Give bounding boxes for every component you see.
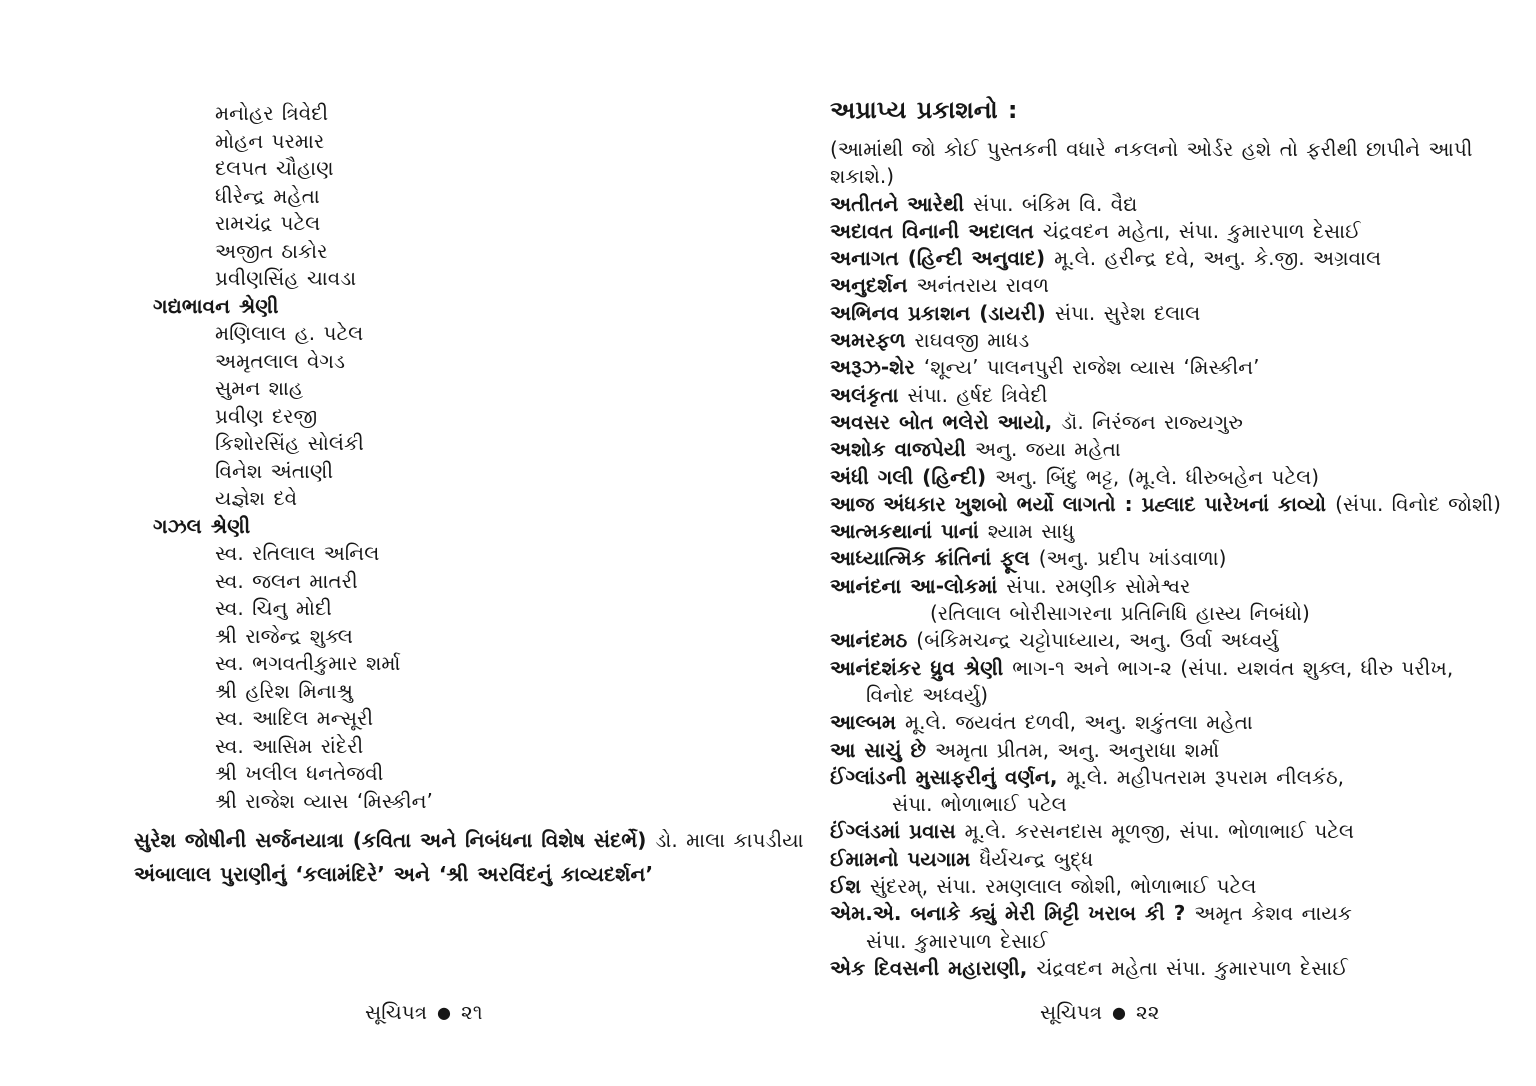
book-entry-detail: સંપા. હર્ષદ ત્રિવેદી — [907, 382, 1048, 407]
book-entry-detail: મૂ.લે. કરસનદાસ મૂળજી, સંપા. ભોળાભાઈ પટેલ — [964, 819, 1355, 844]
book-entry-detail: ચંદ્રવદન મહેતા સંપા. કુમારપાળ દેસાઈ — [1036, 955, 1348, 980]
book-entry-detail: (બંકિમચન્દ્ર ચટ્ટોપાધ્યાય, અનુ. ઉર્વા અધ્વર્યુ — [916, 628, 1279, 653]
book-entries — [830, 191, 1501, 983]
page-22 — [830, 94, 1501, 982]
book-title: એમ.એ. બનાકે ક્યું મેરી મિટ્ટી ખરાબ કી ? — [830, 901, 1186, 926]
book-title: અદાવત વિનાની અદાલત — [830, 218, 1034, 243]
author-name: વિનેશ અંતાણી — [215, 458, 334, 483]
footer-page-number: ૨૨ — [1135, 1000, 1160, 1024]
book-entry — [830, 518, 1400, 545]
book-entry — [830, 928, 1400, 955]
author-name: યજ્ઞેશ દવે — [215, 486, 298, 510]
book-entry-detail: શ્યામ સાધુ — [987, 519, 1075, 544]
availability-note — [830, 136, 1473, 191]
author-name: રામચંદ્ર પટેલ — [215, 211, 321, 235]
book-entry-detail: (અનુ. પ્રદીપ ખાંડવાળા) — [1038, 546, 1227, 571]
book-title: આજ અંધકાર ખુશબો ભર્યો લાગતો : પ્રહ્લાદ પારેખનાં કાવ્યો — [830, 491, 1327, 516]
author-name: સ્વ. આસિમ રાંદેરી — [215, 733, 364, 758]
book-title: અમરફળ — [830, 328, 906, 353]
author-name: સ્વ. રતિલાલ અનિલ — [215, 541, 380, 565]
book-entry-detail: ‘શૂન્ય’ પાલનપુરી રાજેશ વ્યાસ ‘મિસ્કીન’ — [923, 355, 1260, 380]
book-title: આત્મકથાનાં પાનાં — [830, 519, 979, 544]
book-entry-detail: મૂ.લે. જયવંત દળવી, અનુ. શકુંતલા મહેતા — [905, 710, 1253, 735]
book-title: આધ્યાત્મિક ક્રાંતિનાં ફૂલ — [830, 546, 1030, 571]
book-title: અશોક વાજપેયી — [830, 437, 966, 462]
book-entry-detail: સંપા. બંકિમ વિ. વૈદ્ય — [973, 191, 1138, 216]
book-entry — [830, 955, 1400, 982]
book-entry — [830, 191, 1400, 218]
author-name: સ્વ. જલન માતરી — [215, 568, 358, 593]
page-22-footer — [1040, 1000, 1159, 1024]
footer-label: સૂચિપત્ર — [1040, 1000, 1102, 1024]
book-entry-detail: સંપા. સુરેશ દલાલ — [1054, 300, 1201, 325]
note-line: (આમાંથી જો કોઈ પુસ્તકની વધારે નકલનો ઓર્ડર હશે તો ફરીથી છાપીને આપી — [830, 137, 1473, 161]
entry-title: સુરેશ જોષીની સર્જનયાત્રા (કવિતા અને નિબંધના વિશેષ સંદર્ભે) — [134, 828, 647, 852]
book-entry-detail: (સંપા. વિનોદ જોશી) — [1335, 491, 1501, 516]
left-page-bottom-lines — [134, 823, 804, 891]
book-entry — [830, 464, 1400, 491]
book-entry — [830, 573, 1400, 600]
left-page-lines — [134, 100, 779, 815]
author-name: અમૃતલાલ વેગડ — [215, 348, 346, 373]
book-entry — [830, 382, 1400, 409]
author-name: સ્વ. ચિનુ મોદી — [215, 596, 332, 620]
index-entry — [134, 823, 804, 857]
footer-page-number: ૨૧ — [460, 1000, 483, 1024]
book-entry — [830, 354, 1400, 381]
book-title: એક દિવસની મહારાણી, — [830, 955, 1028, 980]
book-title: અનુદર્શન — [830, 273, 908, 298]
book-entry — [830, 545, 1400, 572]
book-entry-detail: ડૉ. નિરંજન રાજ્યગુરુ — [1061, 409, 1243, 434]
book-title: અંધી ગલી (હિન્દી) — [830, 464, 987, 489]
index-entry — [134, 857, 779, 891]
book-entry — [830, 300, 1400, 327]
book-entry — [830, 436, 1400, 463]
author-name: શ્રી હરિશ મિનાશ્રુ — [215, 678, 353, 703]
book-entry — [830, 409, 1400, 436]
book-title: ઈમામનો પયગામ — [830, 846, 971, 871]
section-header: ગદ્યભાવન શ્રેણી — [153, 293, 279, 318]
section-header: ગઝલ શ્રેણી — [153, 513, 251, 538]
page-21-footer — [365, 1000, 483, 1024]
book-entry-detail: સુંદરમ્, સંપા. રમણલાલ જોશી, ભોળાભાઈ પટેલ — [869, 874, 1257, 899]
author-name: મોહન પરમાર — [215, 128, 325, 153]
book-entry — [830, 327, 1400, 354]
page-21 — [134, 100, 804, 891]
book-entry — [830, 709, 1400, 736]
book-entry — [830, 846, 1400, 873]
author-name: મનોહર ત્રિવેદી — [215, 101, 329, 125]
author-name: ધીરેન્દ્ર મહેતા — [215, 183, 320, 208]
author-name: અજીત ઠાકોર — [215, 238, 328, 263]
book-entry — [830, 245, 1400, 272]
author-name: સુમન શાહ — [215, 376, 304, 400]
book-entry-detail: મૂ.લે. હરીન્દ્ર દવે, અનુ. કે.જી. અગ્રવાલ — [1054, 246, 1382, 271]
book-entry-detail: સંપા. કુમારપાળ દેસાઈ — [866, 928, 1048, 953]
book-title: આનંદશંકર ધ્રુવ શ્રેણી — [830, 655, 1004, 680]
book-entry — [830, 791, 1400, 818]
book-entry-detail: સંપા. ભોળાભાઈ પટેલ — [892, 792, 1067, 817]
page-title: અપ્રાપ્ય પ્રકાશનો : — [830, 96, 1018, 124]
book-title: અભિનવ પ્રકાશન (ડાયરી) — [830, 300, 1046, 325]
entry-author: ડો. માલા કાપડીયા — [655, 828, 804, 852]
book-title: આનંદમઠ — [830, 628, 908, 653]
book-entry — [830, 272, 1400, 299]
author-name: શ્રી રાજેન્દ્ર શુક્લ — [215, 623, 353, 648]
author-name: મણિલાલ હ. પટેલ — [215, 321, 364, 345]
book-entry-detail: સંપા. રમણીક સોમેશ્વર — [1006, 573, 1191, 598]
book-entry — [830, 873, 1400, 900]
book-entry-detail: અનંતરાય રાવળ — [916, 273, 1050, 298]
book-entry — [830, 491, 1501, 518]
book-entry-detail: મૂ.લે. મહીપતરામ રૂપરામ નીલકંઠ, — [1066, 764, 1344, 789]
author-name: શ્રી રાજેશ વ્યાસ ‘મિસ્કીન’ — [215, 788, 433, 813]
book-entry-detail: ભાગ-૧ અને ભાગ-૨ (સંપા. યશવંત શુક્લ, ધીરુ પરીખ, — [1012, 655, 1454, 680]
book-title: આનંદના આ-લોકમાં — [830, 573, 998, 598]
book-title: અનાગત (હિન્દી અનુવાદ) — [830, 246, 1046, 271]
book-entry-detail: ધૈર્યચન્દ્ર બુદ્ધ — [979, 846, 1094, 871]
book-entry-detail: અનુ. જયા મહેતા — [974, 437, 1121, 462]
book-entry-detail: રાઘવજી માધડ — [914, 328, 1030, 353]
entry-title: અંબાલાલ પુરાણીનું ‘કલામંદિરે’ અને ‘શ્રી અરવિંદનું કાવ્યદર્શન’ — [134, 862, 654, 886]
book-entry — [830, 218, 1400, 245]
author-name: સ્વ. ભગવતીકુમાર શર્મા — [215, 651, 401, 675]
book-entry — [830, 655, 1454, 682]
book-entry — [830, 600, 1400, 627]
book-entry-detail: વિનોદ અધ્વર્યુ) — [866, 682, 989, 707]
note-line: શકાશે.) — [830, 164, 895, 189]
author-name: પ્રવીણસિંહ ચાવડા — [215, 266, 357, 290]
book-entry-detail: અમૃતા પ્રીતમ, અનુ. અનુરાધા શર્મા — [934, 737, 1220, 762]
book-title: અવસર બોત ભલેરો આયો, — [830, 409, 1053, 434]
book-title: આલ્બમ — [830, 710, 897, 735]
book-title: અરૂઝ-શેર — [830, 355, 915, 380]
author-name: પ્રવીણ દરજી — [215, 403, 318, 428]
book-entry — [830, 682, 1400, 709]
book-entry-detail: અનુ. બિંદુ ભટ્ટ, (મૂ.લે. ધીરુબહેન પટેલ) — [995, 464, 1320, 489]
book-entry-detail: (રતિલાલ બોરીસાગરના પ્રતિનિધિ હાસ્ય નિબંધો) — [930, 601, 1310, 626]
author-name: દલપત ચૌહાણ — [215, 156, 334, 180]
book-entry-detail: અમૃત કેશવ નાયક — [1194, 901, 1352, 926]
book-title: અતીતને આરેથી — [830, 191, 965, 216]
book-entry — [830, 900, 1400, 927]
book-title: ઈંગ્લંડમાં પ્રવાસ — [830, 819, 956, 844]
book-title: ઈંગ્લાંડની મુસાફરીનું વર્ણન, — [830, 764, 1058, 789]
book-title: આ સાચું છે — [830, 737, 926, 762]
author-name: સ્વ. આદિલ મન્સૂરી — [215, 706, 374, 730]
footer-bullet-icon: ● — [1112, 1003, 1126, 1022]
book-entry — [830, 818, 1400, 845]
book-entry — [830, 627, 1400, 654]
author-name: શ્રી ખલીલ ધનતેજવી — [215, 761, 384, 785]
book-entry-detail: ચંદ્રવદન મહેતા, સંપા. કુમારપાળ દેસાઈ — [1042, 218, 1361, 243]
book-title: ઈશ — [830, 874, 861, 899]
book-entry — [830, 764, 1400, 791]
author-name: કિશોરસિંહ સોલંકી — [215, 431, 364, 455]
footer-bullet-icon: ● — [437, 1003, 451, 1022]
book-title: અલંકૃતા — [830, 382, 899, 407]
book-entry — [830, 737, 1400, 764]
footer-label: સૂચિપત્ર — [365, 1000, 427, 1024]
